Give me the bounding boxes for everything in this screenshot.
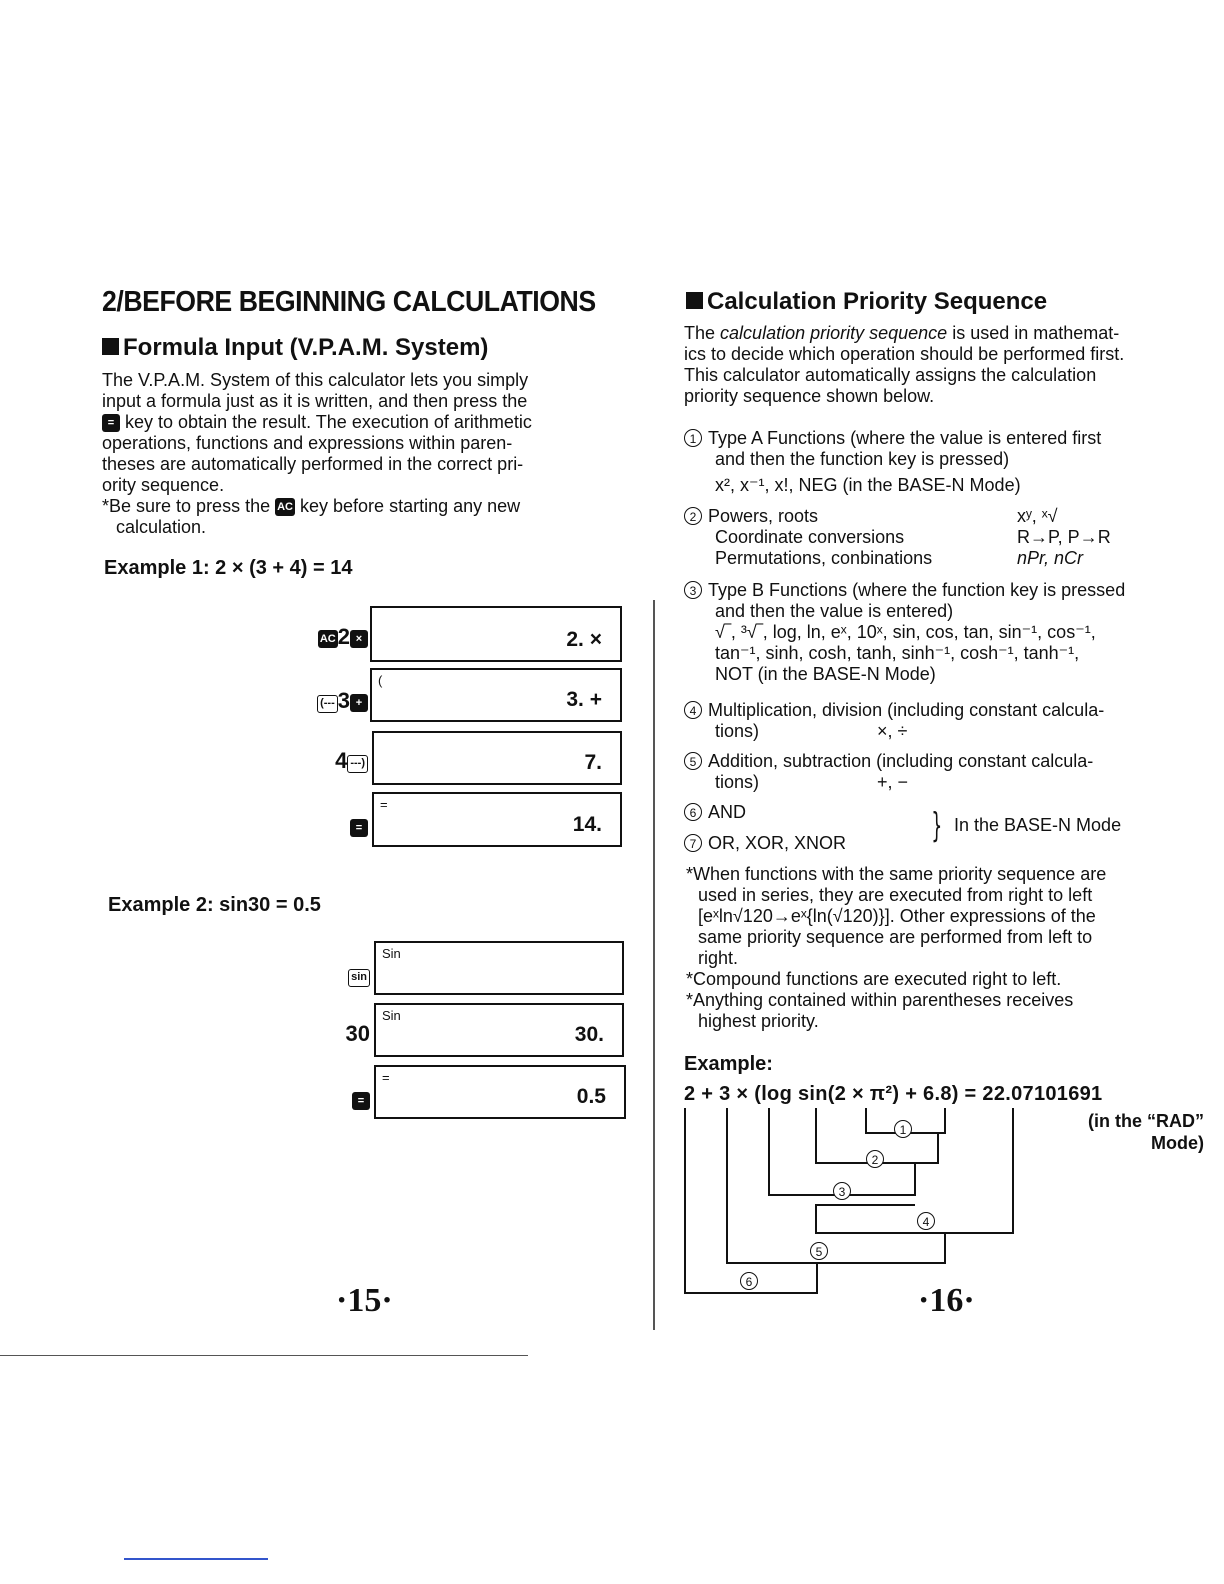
priority-item-5 — [684, 751, 1212, 793]
section-title-text: Calculation Priority Sequence — [707, 288, 1048, 315]
display-value: 7. — [584, 751, 602, 774]
intro-text: The — [684, 323, 716, 343]
priority-item-2 — [684, 506, 1212, 569]
close-paren-key-icon: ---) — [347, 755, 368, 773]
bullet-square-icon — [686, 292, 703, 309]
ac-key-icon: AC — [318, 630, 338, 648]
item-values: xʸ, ˣ√ — [1017, 506, 1058, 526]
intro-line: This calculator automatically assigns the calculation — [684, 365, 1097, 385]
priority-item-7 — [684, 833, 846, 854]
tree-line — [768, 1108, 770, 1196]
intro-line: The V.P.A.M. System of this calculator lets you simply — [102, 370, 529, 390]
tree-line — [815, 1206, 817, 1234]
item-values: R→P, P→R — [1017, 527, 1111, 547]
example1-keys-step4 — [248, 813, 368, 839]
tree-line — [815, 1108, 817, 1164]
item-text: OR, XOR, XNOR — [708, 833, 847, 853]
item-text: Permutations, conbinations — [715, 548, 933, 568]
multiply-key-icon: × — [350, 630, 368, 648]
example-expression: 2 + 3 × (log sin(2 × π²) + 6.8) = 22.07101691 — [684, 1083, 1103, 1105]
item-values: nPr, nCr — [1017, 548, 1084, 568]
intro-line-text: key to obtain the result. The execution of arithmetic — [125, 412, 532, 432]
item-text: tions) — [715, 772, 760, 792]
display-indicator: Sin — [382, 1008, 401, 1023]
display-step1 — [370, 606, 622, 662]
tree-label-icon: 2 — [866, 1150, 884, 1168]
priority-item-3 — [684, 580, 1212, 685]
tree-label-icon: 4 — [917, 1212, 935, 1230]
example1-keys-step3 — [248, 748, 368, 774]
note-text: *Be sure to press the — [102, 496, 271, 516]
mode-line: Mode) — [1151, 1133, 1204, 1153]
circled-number-icon: 6 — [684, 803, 702, 821]
display-step4 — [372, 792, 622, 847]
tree-line — [944, 1234, 946, 1264]
note-line: right. — [698, 948, 739, 968]
display-step3 — [372, 731, 622, 785]
item-values: NOT (in the BASE-N Mode) — [715, 664, 936, 684]
key-digit: 2 — [337, 624, 350, 649]
item-text: and then the value is entered) — [715, 601, 954, 621]
tree-line — [815, 1204, 915, 1206]
item-values: tan⁻¹, sinh, cosh, tanh, sinh⁻¹, cosh⁻¹, tanh⁻¹, — [715, 643, 1080, 663]
section-title-formula-input — [102, 334, 488, 362]
item-text: Coordinate conversions — [715, 527, 905, 547]
circled-number-icon: 7 — [684, 834, 702, 852]
intro-line: operations, functions and expressions within paren- — [102, 433, 513, 453]
tree-line — [1012, 1108, 1014, 1234]
item-text: and then the function key is pressed) — [715, 449, 1010, 469]
example1-title: Example 1: 2 × (3 + 4) = 14 — [104, 557, 353, 579]
intro-line — [684, 323, 1209, 344]
intro-line: ics to decide which operation should be performed first. — [684, 344, 1125, 364]
tree-line — [865, 1108, 867, 1132]
equals-key-icon: = — [102, 414, 120, 432]
example-mode — [1000, 1110, 1204, 1154]
bullet-square-icon — [102, 338, 119, 355]
open-paren-key-icon: (--- — [317, 695, 338, 713]
item-text: Multiplication, division (including constant calcula- — [708, 700, 1105, 720]
bottom-rule — [0, 1355, 528, 1356]
example-label: Example: — [684, 1053, 773, 1075]
display-value: 2. × — [566, 628, 602, 651]
display-value: 3. + — [566, 688, 602, 711]
circled-number-icon: 4 — [684, 701, 702, 719]
item-text: Powers, roots — [708, 506, 819, 526]
priority-item-4 — [684, 700, 1212, 742]
note-line: *Anything contained within parentheses receives — [686, 990, 1074, 1010]
section-title-priority — [686, 288, 1047, 316]
circled-number-icon: 3 — [684, 581, 702, 599]
center-divider — [653, 600, 655, 1330]
intro-line: ority sequence. — [102, 475, 225, 495]
note-line — [102, 496, 622, 517]
intro-line: theses are automatically performed in the correct pri- — [102, 454, 524, 474]
tree-line — [937, 1134, 939, 1164]
base-n-note: In the BASE-N Mode — [954, 815, 1122, 835]
section-title-text: Formula Input (V.P.A.M. System) — [123, 334, 489, 361]
note-line: calculation. — [116, 517, 207, 537]
display-indicator: = — [380, 797, 388, 812]
key-digit: 3 — [337, 688, 350, 713]
tree-line — [684, 1292, 818, 1294]
notes-block — [686, 864, 1212, 1032]
tree-line — [726, 1262, 946, 1264]
item-text: Addition, subtraction (including constant calcula- — [708, 751, 1094, 771]
example2-keys-step2 — [250, 1021, 370, 1047]
page-number-left: ·15· — [336, 1282, 393, 1319]
plus-key-icon: + — [350, 694, 368, 712]
priority-item-1 — [684, 428, 1212, 496]
intro-line: priority sequence shown below. — [684, 386, 935, 406]
note-line: *When functions with the same priority sequence are — [686, 864, 1107, 884]
intro-text: is used in mathemat- — [952, 323, 1120, 343]
display-step2 — [370, 668, 622, 722]
tree-label-icon: 5 — [810, 1242, 828, 1260]
key-digit: 30 — [345, 1021, 370, 1046]
intro-line: input a formula just as it is written, and then press the — [102, 391, 528, 411]
item-values: x², x⁻¹, x!, NEG (in the BASE-N Mode) — [715, 475, 1021, 495]
page-number-right: ·16· — [918, 1282, 975, 1319]
display-indicator: = — [382, 1070, 390, 1085]
equals-key-icon: = — [350, 819, 368, 837]
intro-term: calculation priority sequence — [720, 323, 948, 343]
display-value: 14. — [572, 813, 602, 836]
display-indicator: Sin — [382, 946, 401, 961]
note-line: used in series, they are executed from right to left — [698, 885, 1093, 905]
item-values: +, − — [877, 772, 909, 792]
display-step3 — [374, 1065, 626, 1119]
page-heading: 2/BEFORE BEGINNING CALCULATIONS — [102, 286, 596, 318]
example1-keys-step1 — [248, 624, 368, 650]
circled-number-icon: 2 — [684, 507, 702, 525]
intro-line — [102, 412, 622, 433]
item-text: Type A Functions (where the value is entered first — [708, 428, 1102, 448]
item-values: ×, ÷ — [877, 721, 908, 741]
item-text: tions) — [715, 721, 760, 741]
mode-line: (in the “RAD” — [1088, 1111, 1204, 1131]
sin-key-icon: sin — [348, 969, 370, 987]
note-line: highest priority. — [698, 1011, 819, 1031]
formula-intro-paragraph — [102, 370, 622, 538]
note-line: *Compound functions are executed right to left. — [686, 969, 1062, 989]
tree-line — [914, 1164, 916, 1196]
example2-keys-step1 — [250, 962, 370, 988]
priority-tree-diagram — [684, 1108, 1016, 1298]
tree-line — [815, 1232, 1014, 1234]
example1-keys-step2 — [248, 688, 368, 714]
tree-line — [944, 1108, 946, 1134]
note-line: same priority sequence are performed from left to — [698, 927, 1093, 947]
item-text: AND — [708, 802, 747, 822]
priority-intro-paragraph — [684, 323, 1209, 407]
tree-line — [816, 1264, 818, 1294]
item-values: √‾, ³√‾, log, ln, eˣ, 10ˣ, sin, cos, tan, sin⁻¹, cos⁻¹, — [715, 622, 1096, 642]
brace-icon: } — [931, 806, 943, 846]
tree-label-icon: 6 — [740, 1272, 758, 1290]
tree-label-icon: 3 — [833, 1182, 851, 1200]
display-value: 0.5 — [576, 1085, 606, 1108]
note-line: [eˣln√120→eˣ{ln(√120)}]. Other expressions of the — [698, 906, 1096, 926]
display-step1 — [374, 941, 624, 995]
ac-key-icon: AC — [275, 498, 295, 516]
circled-number-icon: 1 — [684, 429, 702, 447]
display-step2 — [374, 1003, 624, 1057]
key-digit: 4 — [335, 748, 348, 773]
blue-underline — [124, 1558, 268, 1560]
tree-line — [684, 1108, 686, 1294]
item-text: Type B Functions (where the function key is pressed — [708, 580, 1126, 600]
equals-key-icon: = — [352, 1092, 370, 1110]
note-text: key before starting any new — [300, 496, 521, 516]
display-value: 30. — [574, 1023, 604, 1046]
circled-number-icon: 5 — [684, 752, 702, 770]
example2-title: Example 2: sin30 = 0.5 — [108, 894, 321, 916]
tree-line — [726, 1108, 728, 1264]
priority-item-6 — [684, 802, 746, 823]
display-indicator: ( — [378, 673, 383, 688]
tree-label-icon: 1 — [894, 1120, 912, 1138]
example2-keys-step3 — [250, 1086, 370, 1112]
